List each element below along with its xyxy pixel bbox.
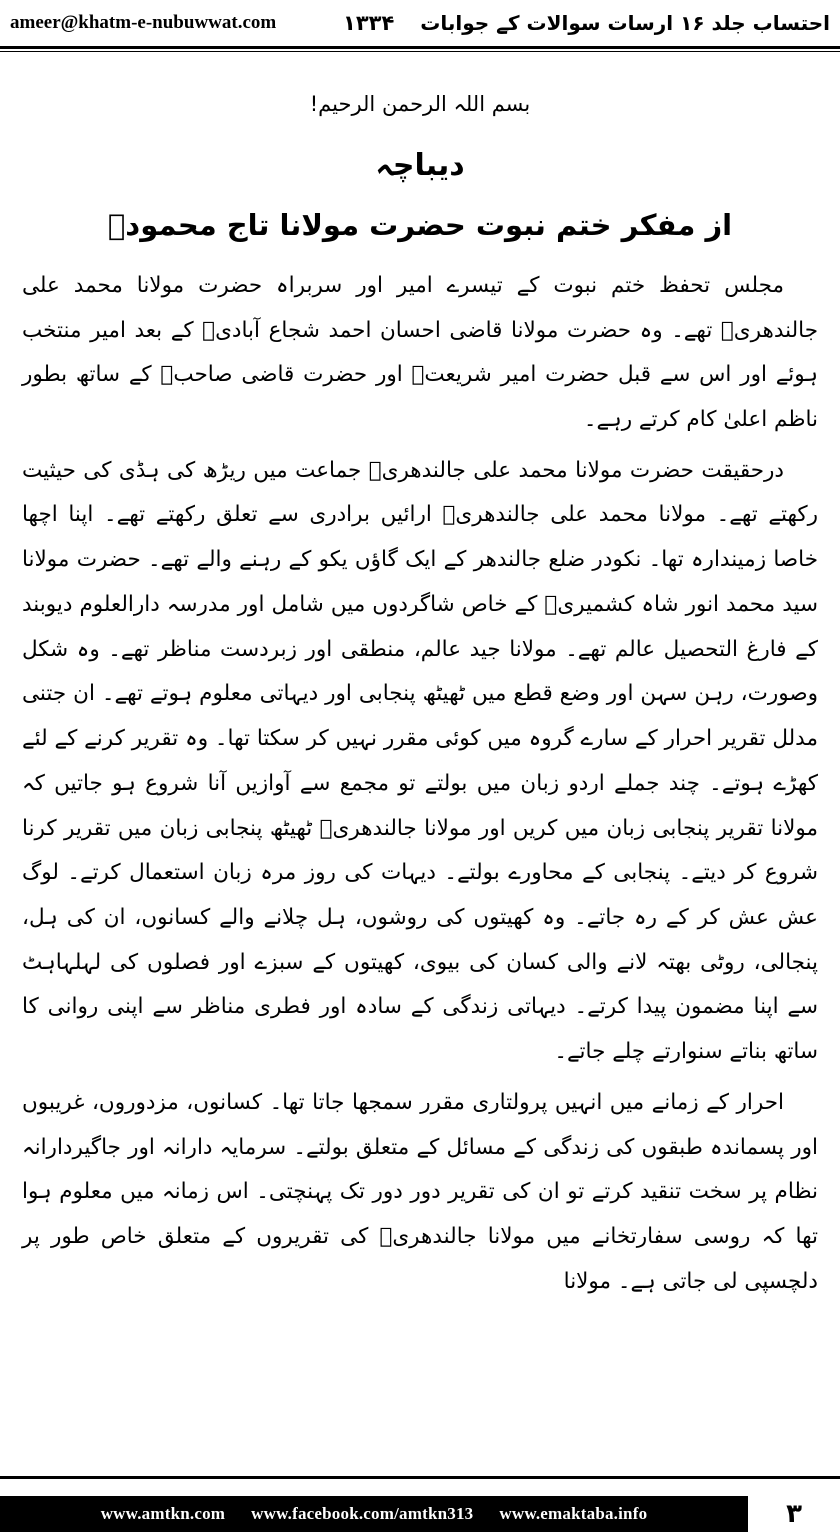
footer-link-website[interactable]: www.amtkn.com [100,1504,226,1523]
header-right-group [343,11,830,35]
section-title: دیباچہ [375,147,465,183]
footer-links [0,1496,748,1532]
page-footer [0,1476,840,1540]
footer-page-number: ۳ [748,1496,840,1532]
header-email: ameer@khatm-e-nubuwwat.com [10,12,277,33]
footer-link-facebook[interactable]: www.facebook.com/amtkn313 [251,1504,474,1523]
page-header [0,0,840,46]
footer-bar [0,1496,840,1532]
body-paragraph: درحقیقت حضرت مولانا محمد علی جالندھریؒ جماعت میں ریڑھ کی ہڈی کی حیثیت رکھتے تھے۔ مولانا محمد علی جالندھریؒ ارائیں برادری سے تعلق رکھتے تھے۔ اپنا اچھا خاصا زمیندارہ تھا۔ نکودر ضلع جالندھر کے ایک گاؤں یکو کے رہنے والے تھے۔ حضرت مولانا سید محمد انور شاہ کشمیریؒ کے خاص شاگردوں میں شامل اور مدرسہ دارالعلوم دیوبند کے فارغ التحصیل عالم تھے۔ مولانا جید عالم، منطقی اور زبردست مناظر تھے۔ وہ شکل وصورت، رہن سہن اور وضع قطع میں ٹھیٹھ پنجابی اور دیہاتی معلوم ہوتے تھے۔ ان جتنی مدلل تقریر احرار کے سارے گروہ میں کوئی مقرر نہیں کر سکتا تھا۔ وہ تقریر کرنے کے لئے کھڑے ہوتے۔ چند جملے اردو زبان میں بولتے تو مجمع سے آوازیں آنا شروع ہو جاتیں کہ مولانا تقریر پنجابی زبان میں کریں اور مولانا جالندھریؒ ٹھیٹھ پنجابی زبان میں تقریر کرنا شروع کر دیتے۔ پنجابی کے محاورے بولتے۔ دیہات کی روز مرہ زبان استعمال کرتے۔ لوگ عش عش کر کے رہ جاتے۔ وہ کھیتوں کی روشوں، ہل چلانے والے کسانوں، ان کی ہل، پنجالی، روٹی بھتہ لانے والی کسان کی بیوی، کھیتوں کے سبزے اور فصلوں کی لہلہاہٹ سے اپنا مضمون پیدا کرتے۔ دیہاتی زندگی کے سادہ اور فطری مناظر سے اپنی روانی کا ساتھ بناتے سنوارتے چلے جاتے۔ [22,457,818,1065]
footer-rule [0,1476,840,1479]
page-content [0,52,840,1540]
author-byline: از مفکر ختم نبوت حضرت مولانا تاج محمودؒ [107,207,733,242]
footer-link-emaktaba[interactable]: www.emaktaba.info [499,1504,648,1523]
body-paragraph: مجلس تحفظ ختم نبوت کے تیسرے امیر اور سربراہ حضرت مولانا محمد علی جالندھریؒ تھے۔ وہ حضرت مولانا قاضی احسان احمد شجاع آبادیؒ کے بعد امیر منتخب ہوئے اور اس سے قبل حضرت امیر شریعتؒ اور حضرت قاضی صاحبؒ کے ساتھ بطور ناظم اعلیٰ کام کرتے رہے۔ [22,272,818,433]
body-paragraph: احرار کے زمانے میں انہیں پرولتاری مقرر سمجھا جاتا تھا۔ کسانوں، مزدوروں، غریبوں اور پسماندہ طبقوں کی زندگی کے مسائل کے متعلق بولتے۔ سرمایہ دارانہ اور جاگیردارانہ نظام پر سخت تنقید کرتے تو ان کی تقریر دور دور تک پہنچتی۔ اس زمانہ میں معلوم ہوا تھا کہ روسی سفارتخانے میں مولانا جالندھریؒ کی تقریروں کے متعلق خاص طور پر دلچسپی لی جاتی ہے۔ مولانا [22,1089,818,1294]
header-book-title: احتساب جلد ۱۶ ارسات سوالات کے جوابات [420,11,830,35]
header-rule-thick [0,46,840,49]
bismillah-line: بسم اللہ الرحمن الرحیم! [309,92,531,116]
header-page-number: ۱۳۳۴ [343,11,395,35]
